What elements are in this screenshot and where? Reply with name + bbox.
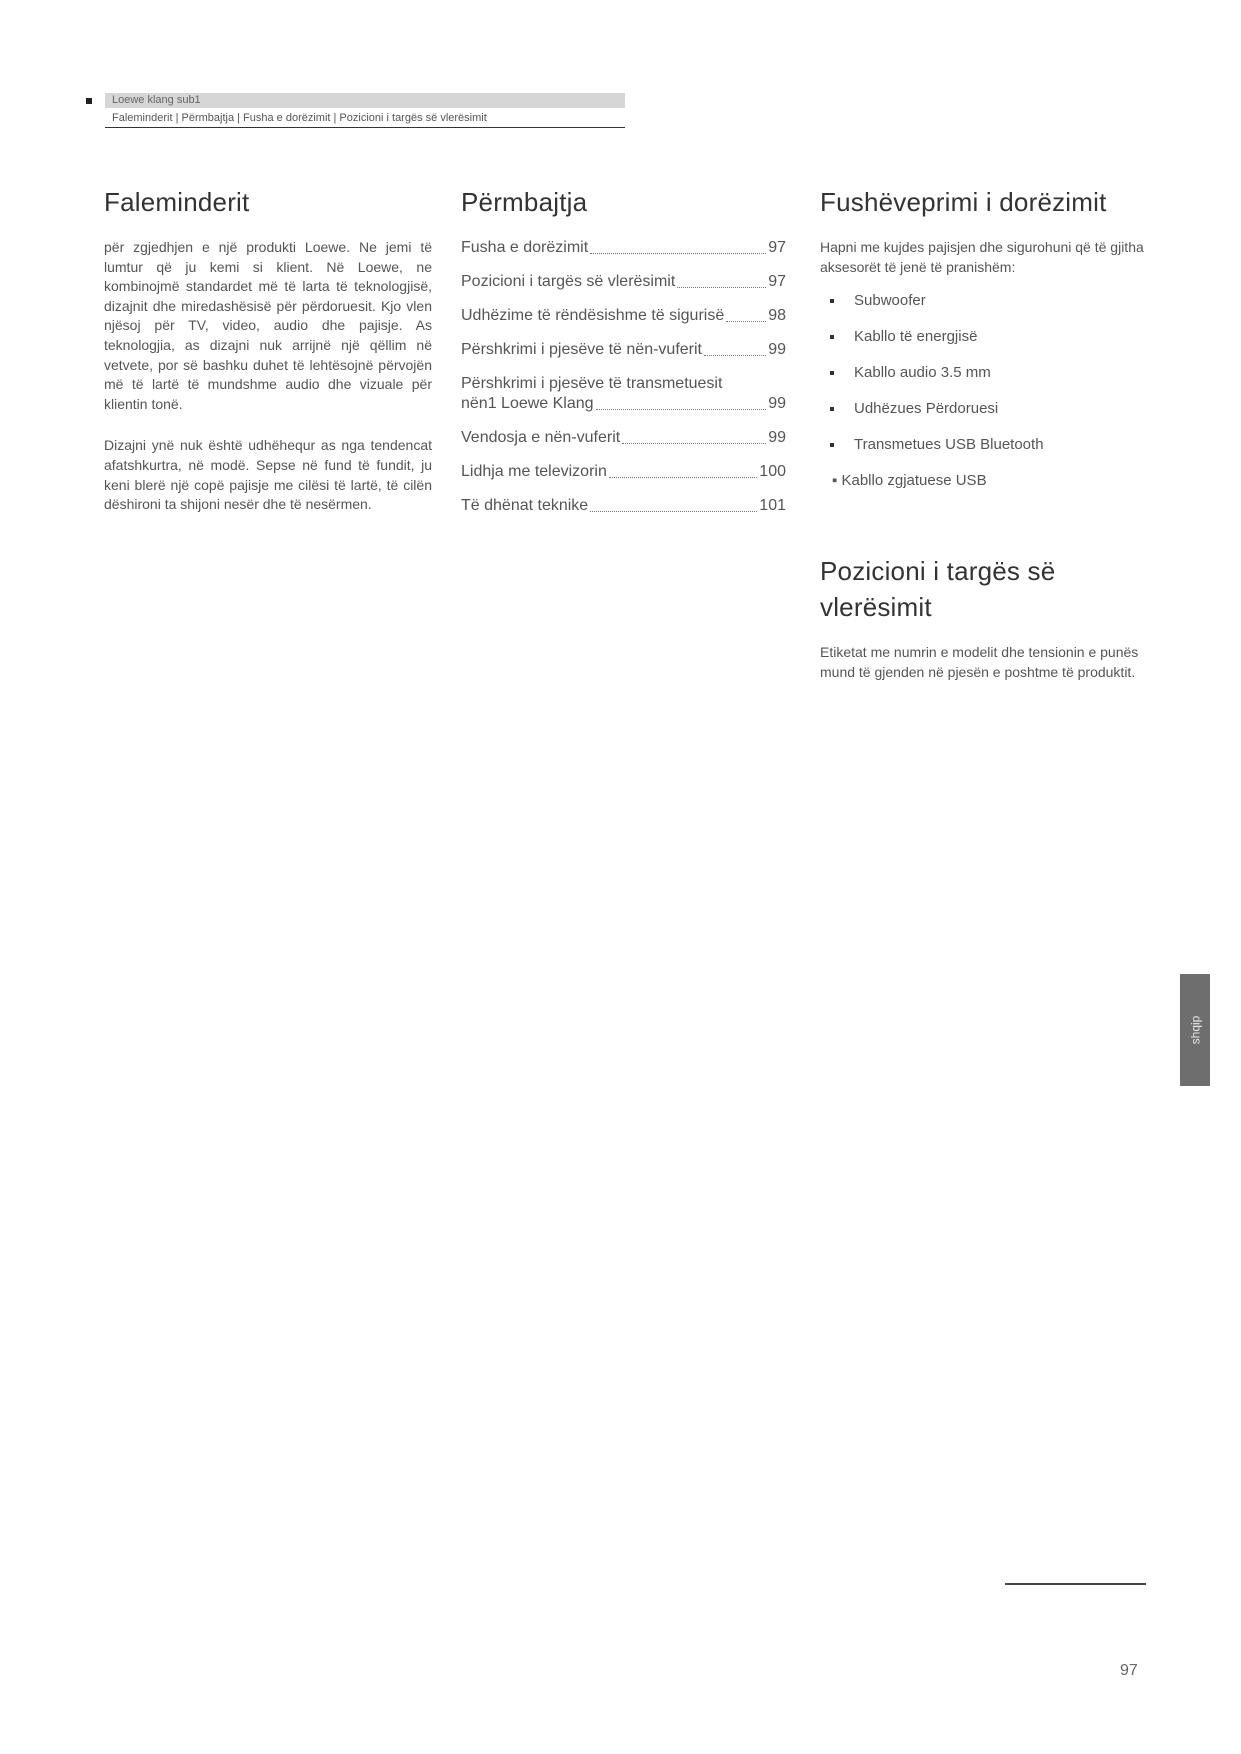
header-product-bar: Loewe klang sub1 (105, 93, 625, 108)
bullet-icon (830, 371, 834, 375)
bullet-icon (830, 407, 834, 411)
thanks-paragraph-1: për zgjedhjen e një produkti Loewe. Ne jemi të lumtur që ju kemi si klient. Në Loewe, ne kombinojmë standardet më të larta të teknologjisë, dizajnit dhe miredashësisë për përdoruesit. Kjo vlen njësoj për TV, video, audio dhe pajisje. As teknologjia, as dizajni nuk arrijnë një qëllim në vetvete, por së bashku duhet të lehtësojnë përvojën më të lartë të mundshme audio dhe vizuale për klientin tonë. (104, 239, 432, 412)
toc-list (461, 238, 786, 516)
list-item: Udhëzues Përdoruesi (820, 399, 1160, 419)
toc-section (461, 184, 786, 530)
toc-item[interactable]: Udhëzime të rëndësishme të sigurisë 98 (461, 307, 786, 324)
toc-item[interactable]: Përshkrimi i pjesëve të transmetuesit nën1 Loewe Klang 99 (461, 375, 786, 412)
bullet-icon (830, 335, 834, 339)
thanks-paragraph-2: Dizajni ynë nuk është udhëhequr as nga tendencat afatshkurtra, në modë. Sepse në fund të fundit, ju keni blerë një copë pajisje me cilësi të lartë, të cilën dëshironi ta shijoni nesër dhe të nesërmen. (104, 437, 432, 513)
toc-item[interactable]: Lidhja me televizorin 100 (461, 463, 786, 480)
list-item: Kabllo audio 3.5 mm (820, 363, 1160, 383)
list-item: ▪ Kabllo zgjatuese USB (832, 472, 987, 490)
scope-intro: Hapni me kujdes pajisjen dhe sigurohuni që të gjitha aksesorët të jenë të pranishëm: (820, 239, 1144, 275)
thanks-title: Faleminderit (104, 187, 250, 217)
toc-item[interactable]: Përshkrimi i pjesëve të nën-vuferit 99 (461, 341, 786, 358)
scope-section (820, 184, 1160, 507)
page-number: 97 (1120, 1662, 1138, 1679)
list-item: Kabllo të energjisë (820, 327, 1160, 347)
rating-title: Pozicioni i targës së vlerësimit (820, 556, 1056, 622)
scope-list (820, 291, 1160, 491)
toc-item[interactable]: Pozicioni i targës së vlerësimit 97 (461, 273, 786, 290)
rating-section (820, 553, 1160, 682)
toc-item[interactable]: Fusha e dorëzimit 97 (461, 239, 786, 256)
bullet-icon (830, 443, 834, 447)
language-side-tab: shqip (1180, 974, 1210, 1086)
rating-text: Etiketat me numrin e modelit dhe tensionin e punës mund të gjenden në pjesën e poshtme të produktit. (820, 644, 1139, 680)
footer-divider (1005, 1583, 1146, 1585)
toc-title: Përmbajtja (461, 187, 588, 217)
breadcrumb: Faleminderit | Përmbajtja | Fusha e dorëzimit | Pozicioni i targës së vlerësimit (105, 110, 625, 128)
thanks-section (104, 184, 432, 515)
bullet-icon (830, 299, 834, 303)
header-bullet (86, 98, 92, 104)
toc-item[interactable]: Vendosja e nën-vuferit 99 (461, 429, 786, 446)
list-item: Transmetues USB Bluetooth (820, 435, 1160, 455)
scope-title: Fushëveprimi i dorëzimit (820, 187, 1107, 217)
list-item: Subwoofer (820, 291, 1160, 311)
toc-item[interactable]: Të dhënat teknike 101 (461, 497, 786, 514)
